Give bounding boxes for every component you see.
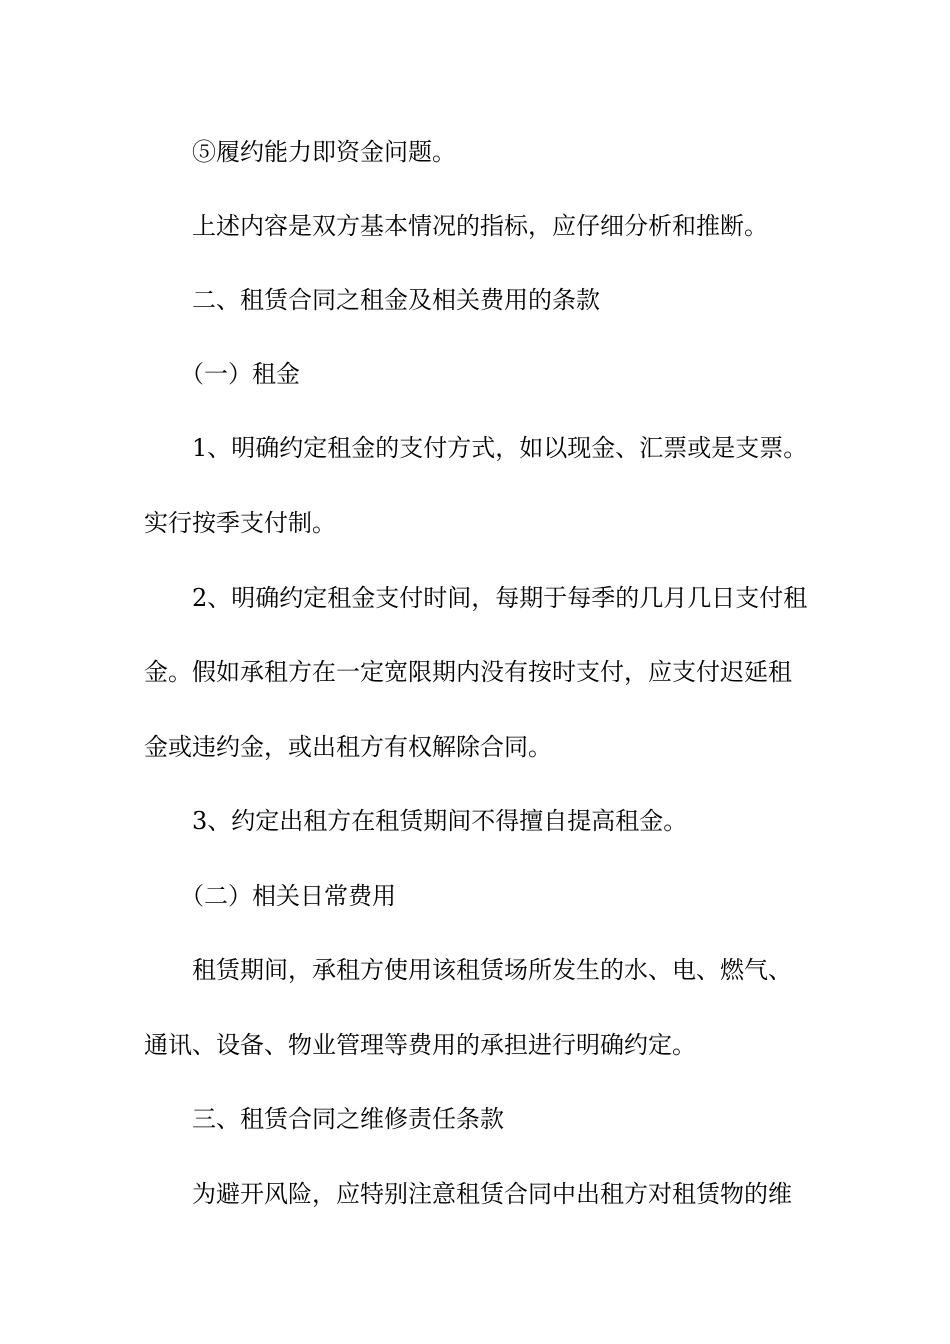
text-line-10: 3、约定出租方在租赁期间不得擅自提高租金。	[192, 807, 688, 835]
subsection-heading-fees: （二）相关日常费用	[180, 882, 396, 910]
text-line-12: 租赁期间，承租方使用该租赁场所发生的水、电、燃气、	[192, 956, 792, 984]
text-line-5: 1、明确约定租金的支付方式，如以现金、汇票或是支票。	[192, 434, 808, 462]
text-line-13: 通讯、设备、物业管理等费用的承担进行明确约定。	[144, 1031, 696, 1059]
text-line-7: 2、明确约定租金支付时间，每期于每季的几月几日支付租	[192, 584, 808, 612]
text-line-1: ⑤履约能力即资金问题。	[192, 138, 456, 166]
text-line-2: 上述内容是双方基本情况的指标，应仔细分析和推断。	[192, 212, 768, 240]
text-line-8: 金。假如承租方在一定宽限期内没有按时支付，应支付迟延租	[144, 658, 792, 686]
text-line-15: 为避开风险，应特别注意租赁合同中出租方对租赁物的维	[192, 1180, 792, 1208]
text-line-9: 金或违约金，或出租方有权解除合同。	[144, 733, 552, 761]
section-heading-2: 二、租赁合同之租金及相关费用的条款	[192, 286, 600, 314]
section-heading-3: 三、租赁合同之维修责任条款	[192, 1105, 504, 1133]
subsection-heading-rent: （一）租金	[180, 360, 300, 388]
text-line-6: 实行按季支付制。	[144, 509, 336, 537]
